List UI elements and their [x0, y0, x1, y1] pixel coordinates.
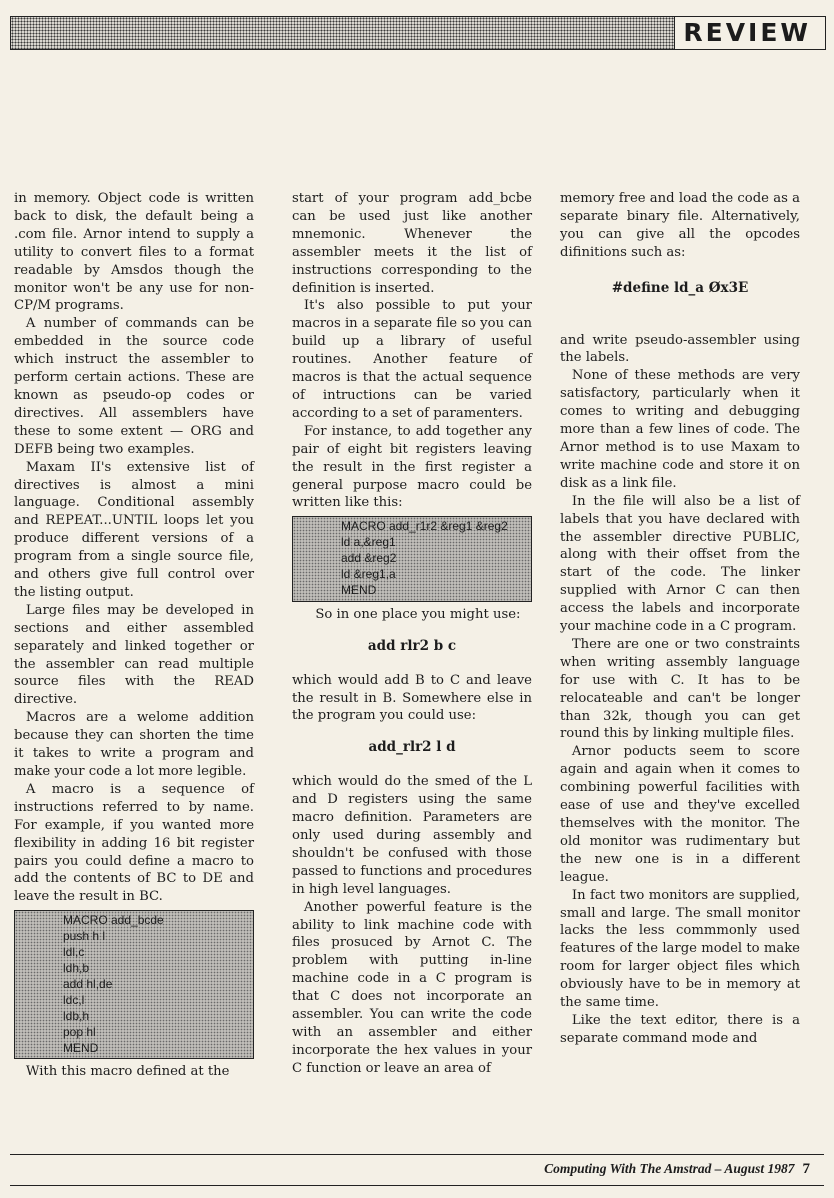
paragraph: in memory. Object code is written back to disk, the default being a .com file. Arnor intend to supply a utility to convert files to a format readable by Amsdos though the monitor won't be any use for non-CP/M programs.: [14, 191, 254, 314]
column-3: [560, 190, 800, 1048]
code-example: add_rlr2 l d: [368, 739, 456, 756]
paragraph: Large files may be developed in sections and either assembled separately and linked together or the assembler can read multiple source files with the READ directive.: [14, 602, 254, 708]
paragraph: In the file will also be a list of labels that you have declared with the assembler directive PUBLIC, along with their offset from the start of the code. The linker supplied with Arnor C can then access the labels and incorporate your machine code in a C program.: [560, 493, 800, 635]
column-1: [14, 190, 254, 1081]
paragraph: In fact two monitors are supplied, small and large. The small monitor lacks the less commmonly used features of the large model to make room for larger object files which obviously have to be in memory at the same time.: [560, 887, 800, 1011]
paragraph: start of your program add_bcbe can be used just like another mnemonic. Whenever the assembler meets it the list of instructions corresponding to the definition is inserted.: [292, 191, 532, 296]
paragraph: which would add B to C and leave the result in B. Somewhere else in the program you could use:: [292, 672, 532, 724]
code-listing-add-r1r2: [292, 516, 532, 602]
paragraph: memory free and load the code as a separate binary file. Alternatively, you can give all the opcodes difinitions such as:: [560, 191, 800, 260]
code-line: pop hl: [63, 1024, 96, 1039]
code-line: add hl,de: [63, 976, 113, 991]
paragraph: Maxam II's extensive list of directives is almost a mini language. Conditional assembly and REPEAT...UNTIL loops let you produce different versions of a program from a single source file, and others give full control over the listing output.: [14, 459, 254, 600]
code-line: add &reg2: [341, 551, 397, 566]
code-line: ldl,c: [63, 945, 85, 960]
code-listing-add-bcde: [14, 910, 254, 1059]
code-line: ldh,b: [63, 960, 90, 975]
code-line: MACRO add_bcde: [63, 913, 164, 928]
code-example: add rlr2 b c: [367, 637, 457, 654]
code-line: ld a,&reg1: [341, 535, 396, 550]
paragraph: Macros are a welome addition because they can shorten the time it takes to write a program and make your code a lot more legible.: [14, 710, 254, 779]
paragraph: Another powerful feature is the ability to link machine code with files prosuced by Arnot C. The problem with putting in-line machine code in a C program is that C does not incorporate an assembler. You can write the code with an assembler and either incorporate the hex values in your C function or leave an area of: [292, 899, 532, 1076]
paragraph: It's also possible to put your macros in a separate file so you can build up a library of useful routines. Another feature of macros is that the actual sequence of intructions can be varied according to a set of paramenters.: [292, 298, 532, 421]
code-line: ld &reg1,a: [341, 567, 396, 582]
paragraph: None of these methods are very satisfactory, particularly when it comes to writing and debugging more than a few lines of code. The Arnor method is to use Maxam to write machine code and store it on disk as a link file.: [560, 368, 800, 491]
publication-line: Computing With The Amstrad – August 1987: [544, 1161, 795, 1176]
code-line: MACRO add_r1r2 &reg1 &reg2: [341, 519, 508, 534]
paragraph: Arnor poducts seem to score again and again when it comes to combining powerful facilities with ease of use and they've excelled themselves with the monitor. The old monitor was rudimentary but the new one is in a different league.: [560, 744, 800, 885]
paragraph: A number of commands can be embedded in the source code which instruct the assembler to perform certain actions. These are known as pseudo-op codes or directives. All assemblers have these to some extent — ORG and DEFB being two examples.: [14, 316, 254, 457]
header-band: [10, 16, 826, 50]
paragraph: There are one or two constraints when writing assembly language for use with C. It has to be relocateable and can't be longer than 32k, though you can get round this by linking multiple files.: [560, 636, 800, 742]
section-label: REVIEW: [674, 17, 825, 49]
paragraph: A macro is a sequence of instructions referred to by name. For example, if you wanted more flexibility in adding 16 bit register pairs you could define a macro to add the contents of BC to DE and leave the result in BC.: [14, 781, 254, 905]
page-number: 7: [802, 1161, 810, 1177]
define-example: #define ld_a Øx3E: [611, 279, 749, 296]
paragraph: which would do the smed of the L and D registers using the same macro definition. Parameters are only used during assembly and shouldn't be confused with those passed to functions and procedures in high level languages.: [292, 774, 532, 897]
column-2: [292, 190, 532, 1078]
footer: [10, 1154, 824, 1186]
code-line: MEND: [341, 582, 377, 597]
code-line: ldb,h: [63, 1008, 90, 1023]
paragraph: Like the text editor, there is a separate command mode and: [560, 1012, 800, 1046]
footer-text: [544, 1161, 810, 1178]
code-line: ldc,l: [63, 992, 85, 1007]
code-line: push h l: [63, 929, 106, 944]
paragraph: So in one place you might use:: [315, 606, 521, 622]
paragraph: With this macro defined at the: [25, 1064, 230, 1080]
paragraph: and write pseudo-assembler using the labels.: [560, 332, 800, 366]
code-line: MEND: [63, 1040, 99, 1055]
paragraph: For instance, to add together any pair of eight bit registers leaving the result in the first register a general purpose macro could be written like this:: [292, 423, 532, 511]
